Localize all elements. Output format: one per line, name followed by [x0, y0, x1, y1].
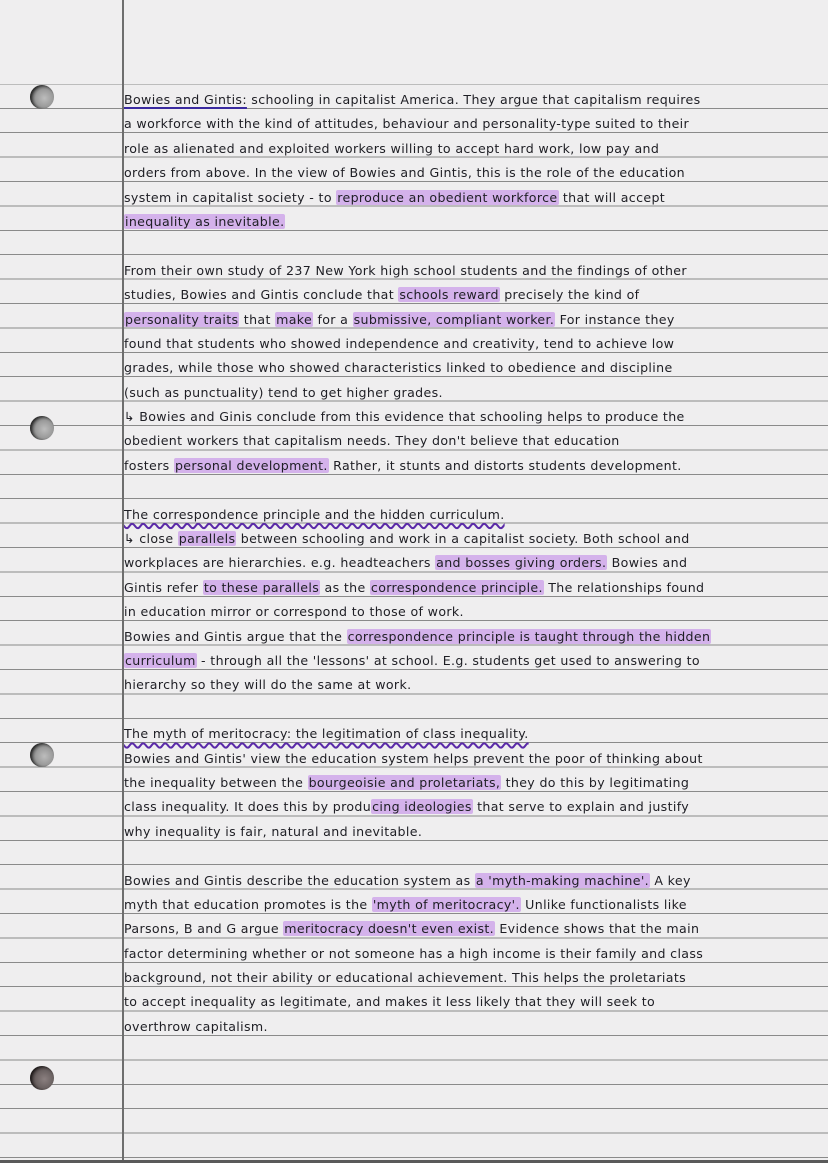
section-title: The correspondence principle and the hidden curriculum.: [124, 506, 505, 522]
highlight: submissive, compliant worker.: [353, 311, 555, 327]
text: system in capitalist society - to: [124, 189, 337, 205]
text: Parsons, B and G argue: [124, 921, 284, 937]
text-line: factor determining whether or not someone has a high income is their family and class: [124, 945, 704, 961]
handwritten-notes: [124, 88, 820, 1039]
text-line: (such as punctuality) tend to get higher grades.: [124, 384, 443, 400]
text-line: From their own study of 237 New York high school students and the findings of other: [124, 262, 687, 278]
highlight: and bosses giving orders.: [436, 555, 607, 571]
text-line: found that students who showed independence and creativity, tend to achieve low: [124, 335, 675, 351]
text: myth that education promotes is the: [124, 896, 372, 912]
text: precisely the kind of: [499, 287, 640, 303]
text: as the: [320, 579, 370, 595]
text: fosters: [124, 457, 174, 473]
text: Rather, it stunts and distorts students development.: [328, 457, 682, 473]
text: for a: [313, 311, 353, 327]
section-title: Bowies and Gintis:: [124, 92, 247, 107]
text: Bowies and: [607, 555, 688, 571]
text-line: obedient workers that capitalism needs. They don't believe that education: [124, 433, 620, 449]
highlight: inequality as inevitable.: [125, 213, 285, 229]
section-study-findings: [124, 259, 820, 479]
punch-hole-icon: [30, 85, 54, 109]
text: Unlike functionalists like: [520, 896, 687, 912]
highlight: personality traits: [125, 311, 239, 327]
text: Bowies and Gintis describe the education system as: [124, 872, 475, 888]
text-line: in education mirror or correspond to those of work.: [124, 604, 464, 620]
highlight: curriculum: [125, 652, 196, 668]
highlight: a 'myth-making machine'.: [475, 872, 649, 888]
punch-hole-icon: [30, 1066, 54, 1090]
text: workplaces are hierarchies. e.g. headteachers: [124, 555, 436, 571]
highlight: correspondence principle is taught through the hidden: [347, 628, 711, 644]
text: ↳ close: [124, 531, 178, 547]
highlight: cing ideologies: [372, 799, 472, 815]
highlight: reproduce an obedient workforce: [337, 189, 558, 205]
text-line: orders from above. In the view of Bowies and Gintis, this is the role of the education: [124, 165, 685, 181]
text: For instance they: [555, 311, 675, 327]
text: class inequality. It does this by produ: [124, 799, 372, 815]
text-line: role as alienated and exploited workers willing to accept hard work, low pay and: [124, 140, 660, 156]
text: the inequality between the: [124, 774, 308, 790]
punch-hole-icon: [30, 743, 54, 767]
section-myth-of-meritocracy: [124, 722, 820, 844]
highlight: make: [276, 311, 313, 327]
highlight: bourgeoisie and proletariats,: [308, 774, 501, 790]
text-line: Bowies and Gintis' view the education system helps prevent the poor of thinking about: [124, 750, 703, 766]
section-bowles-gintis-intro: [124, 88, 820, 234]
text-line: why inequality is fair, natural and inevitable.: [124, 823, 423, 839]
text: Gintis refer: [124, 579, 203, 595]
highlight: to these parallels: [203, 579, 320, 595]
punch-hole-icon: [30, 416, 54, 440]
text-line: overthrow capitalism.: [124, 1018, 268, 1034]
highlight: parallels: [178, 531, 236, 547]
text: they do this by legitimating: [501, 774, 690, 790]
highlight: schools reward: [399, 287, 499, 303]
text-line: background, not their ability or educational achievement. This helps the proletariats: [124, 970, 687, 986]
text: studies, Bowies and Gintis conclude that: [124, 287, 399, 303]
text: between schooling and work in a capitalist society. Both school and: [236, 531, 690, 547]
text-line: grades, while those who showed characteristics linked to obedience and discipline: [124, 360, 673, 376]
text-line: a workforce with the kind of attitudes, behaviour and personality-type suited to their: [124, 116, 690, 132]
text-line: to accept inequality as legitimate, and makes it less likely that they will seek to: [124, 994, 656, 1010]
text: Bowies and Gintis argue that the: [124, 628, 347, 644]
text-line: ↳ Bowies and Ginis conclude from this evidence that schooling helps to produce the: [124, 409, 685, 425]
highlight: correspondence principle.: [370, 579, 543, 595]
section-correspondence-principle: [124, 503, 820, 698]
text: The relationships found: [543, 579, 705, 595]
text: - through all the 'lessons' at school. E.g. students get used to answering to: [196, 652, 700, 668]
text: that: [239, 311, 276, 327]
highlight: meritocracy doesn't even exist.: [284, 921, 494, 937]
highlight: 'myth of meritocracy'.: [372, 896, 520, 912]
text: that serve to explain and justify: [472, 799, 690, 815]
text: that will accept: [558, 189, 666, 205]
section-myth-making-machine: [124, 869, 820, 1040]
text: schooling in capitalist America. They argue that capitalism requires: [246, 92, 701, 107]
text-line: hierarchy so they will do the same at work.: [124, 677, 412, 693]
text: A key: [649, 872, 691, 888]
section-title: The myth of meritocracy: the legitimation of class inequality.: [124, 726, 529, 742]
highlight: personal development.: [174, 457, 328, 473]
text: Evidence shows that the main: [495, 921, 700, 937]
